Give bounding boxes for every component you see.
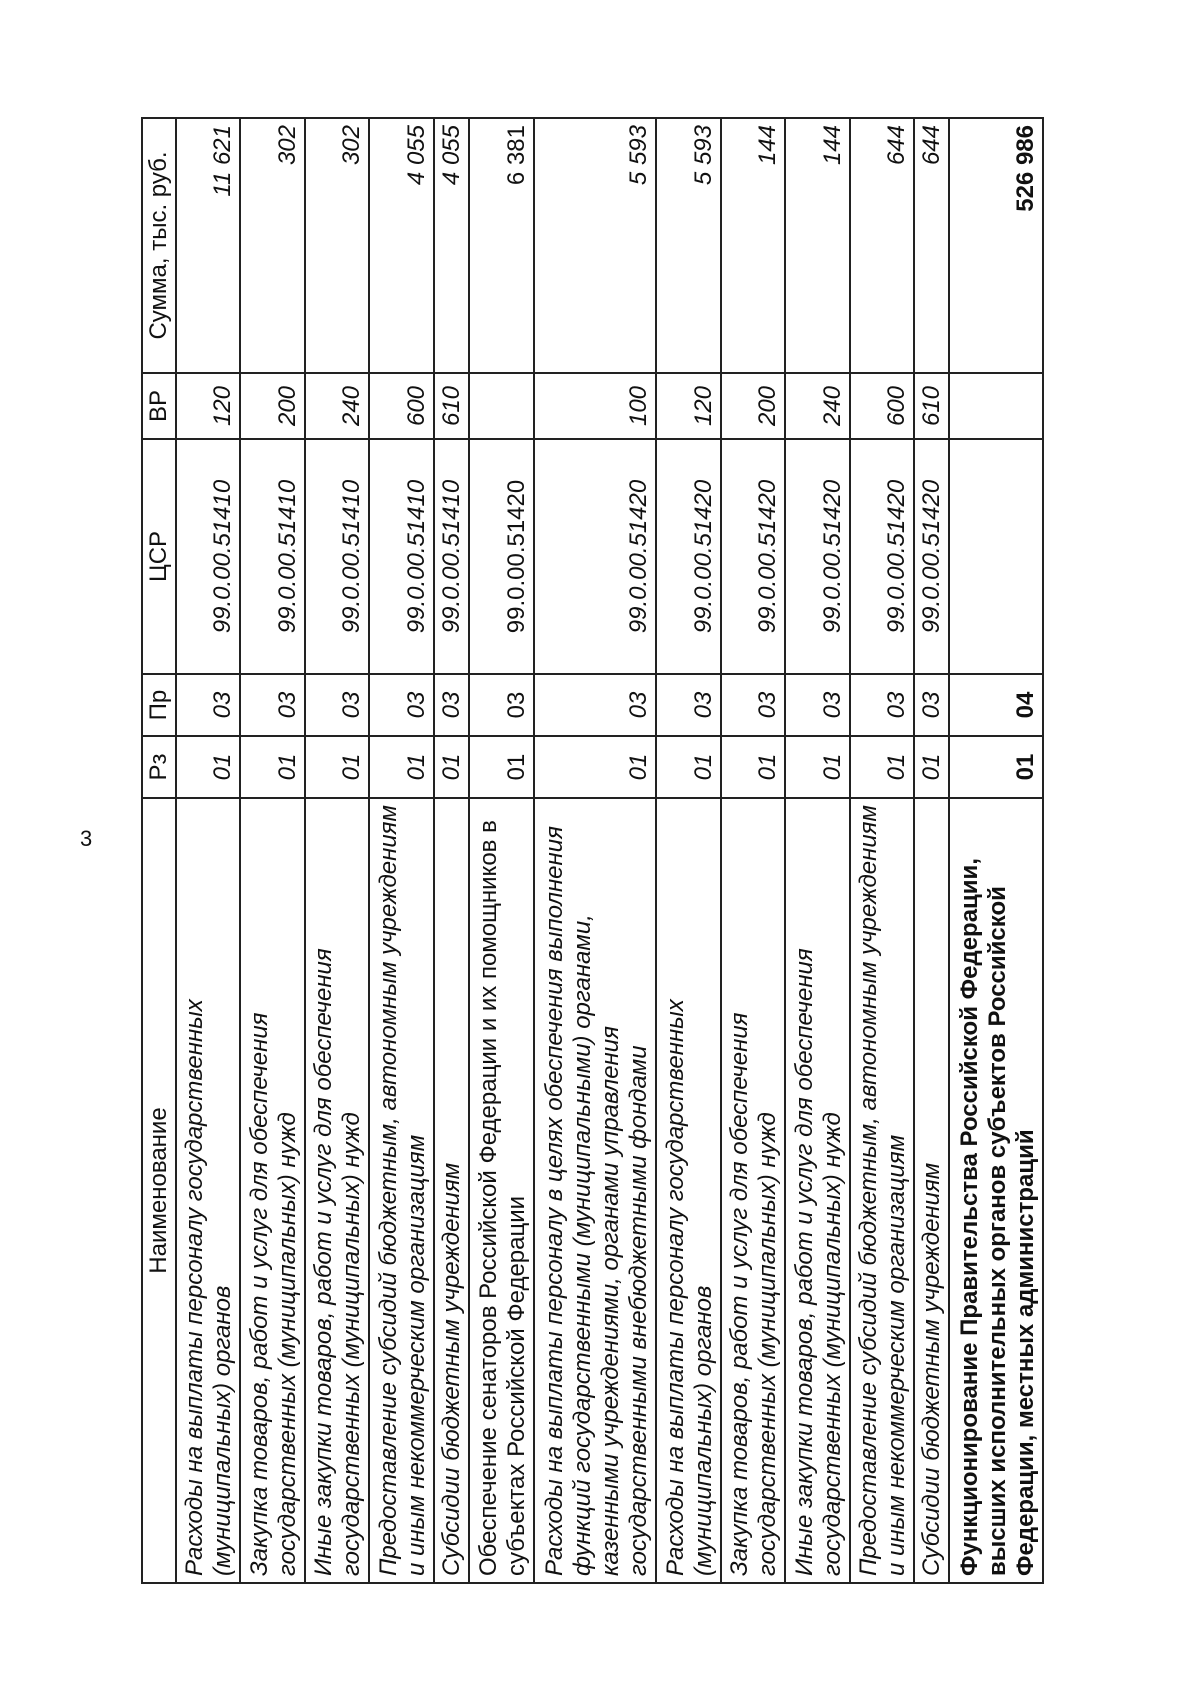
cell-sum: 144 [721,118,785,373]
table-row [469,118,533,1583]
cell-vr: 200 [721,373,785,439]
budget-table-rotated [141,119,1044,1584]
header-rz: Рз [142,736,176,798]
cell-rz: 01 [534,736,657,798]
table-header-row [142,118,176,1583]
cell-pr: 03 [434,674,469,736]
cell-vr: 120 [176,373,240,439]
cell-name: Расходы на выплаты персоналу государственных (муниципальных) органов [656,798,720,1583]
cell-pr: 03 [469,674,533,736]
cell-csr: 99.0.00.51410 [369,439,433,674]
cell-name: Обеспечение сенаторов Российской Федерации и их помощников в субъектах Российской Федерации [469,798,533,1583]
table-row [949,118,1043,1583]
cell-sum: 644 [914,118,949,373]
table-row [850,118,914,1583]
cell-name: Закупка товаров, работ и услуг для обеспечения государственных (муниципальных) нужд [721,798,785,1583]
cell-csr [949,439,1043,674]
cell-sum: 526 986 [949,118,1043,373]
cell-sum: 6 381 [469,118,533,373]
cell-vr: 610 [434,373,469,439]
cell-name: Расходы на выплаты персоналу в целях обеспечения выполнения функций государственными (муниципальными) органами, казенными учреждениями, органами управления государственными внебюджетными фондами [534,798,657,1583]
cell-rz: 01 [434,736,469,798]
cell-csr: 99.0.00.51420 [914,439,949,674]
cell-name: Функционирование Правительства Российской Федерации, высших исполнительных органов субъектов Российской Федерации, местных администраций [949,798,1043,1583]
table-row [240,118,304,1583]
cell-vr: 240 [785,373,849,439]
cell-rz: 01 [305,736,369,798]
cell-rz: 01 [850,736,914,798]
table-row [914,118,949,1583]
cell-pr: 04 [949,674,1043,736]
header-csr: ЦСР [142,439,176,674]
table-row [721,118,785,1583]
cell-pr: 03 [656,674,720,736]
table-body [176,118,1043,1583]
cell-name: Закупка товаров, работ и услуг для обеспечения государственных (муниципальных) нужд [240,798,304,1583]
cell-sum: 4 055 [369,118,433,373]
cell-rz: 01 [469,736,533,798]
cell-vr [949,373,1043,439]
table-row [369,118,433,1583]
table-row [785,118,849,1583]
header-vr: ВР [142,373,176,439]
cell-rz: 01 [176,736,240,798]
cell-sum: 5 593 [534,118,657,373]
cell-rz: 01 [785,736,849,798]
cell-csr: 99.0.00.51420 [534,439,657,674]
cell-pr: 03 [176,674,240,736]
cell-vr: 610 [914,373,949,439]
cell-csr: 99.0.00.51410 [240,439,304,674]
table-row [176,118,240,1583]
table-row [656,118,720,1583]
cell-vr: 240 [305,373,369,439]
cell-pr: 03 [534,674,657,736]
cell-rz: 01 [369,736,433,798]
table-row [534,118,657,1583]
table-row [434,118,469,1583]
cell-pr: 03 [305,674,369,736]
budget-table [141,117,1044,1584]
cell-pr: 03 [240,674,304,736]
cell-pr: 03 [850,674,914,736]
header-pr: Пр [142,674,176,736]
page-number: 3 [80,826,93,851]
cell-csr: 99.0.00.51420 [469,439,533,674]
cell-vr: 600 [369,373,433,439]
cell-csr: 99.0.00.51420 [850,439,914,674]
cell-sum: 302 [240,118,304,373]
cell-name: Субсидии бюджетным учреждениям [914,798,949,1583]
cell-name: Расходы на выплаты персоналу государственных (муниципальных) органов [176,798,240,1583]
cell-name: Субсидии бюджетным учреждениям [434,798,469,1583]
cell-sum: 5 593 [656,118,720,373]
cell-csr: 99.0.00.51420 [721,439,785,674]
cell-csr: 99.0.00.51410 [434,439,469,674]
cell-vr: 600 [850,373,914,439]
cell-rz: 01 [656,736,720,798]
cell-vr: 120 [656,373,720,439]
cell-name: Предоставление субсидий бюджетным, автономным учреждениям и иным некоммерческим организациям [850,798,914,1583]
table-row [305,118,369,1583]
cell-csr: 99.0.00.51420 [785,439,849,674]
cell-pr: 03 [914,674,949,736]
cell-pr: 03 [369,674,433,736]
cell-sum: 11 621 [176,118,240,373]
cell-name: Предоставление субсидий бюджетным, автономным учреждениям и иным некоммерческим организациям [369,798,433,1583]
cell-csr: 99.0.00.51410 [305,439,369,674]
header-name: Наименование [142,798,176,1583]
cell-name: Иные закупки товаров, работ и услуг для обеспечения государственных (муниципальных) нужд [785,798,849,1583]
cell-pr: 03 [721,674,785,736]
cell-sum: 4 055 [434,118,469,373]
cell-sum: 644 [850,118,914,373]
cell-rz: 01 [914,736,949,798]
cell-vr: 100 [534,373,657,439]
cell-sum: 302 [305,118,369,373]
cell-rz: 01 [240,736,304,798]
cell-sum: 144 [785,118,849,373]
cell-vr [469,373,533,439]
cell-rz: 01 [949,736,1043,798]
cell-rz: 01 [721,736,785,798]
cell-csr: 99.0.00.51410 [176,439,240,674]
header-sum: Сумма, тыс. руб. [142,118,176,373]
cell-name: Иные закупки товаров, работ и услуг для обеспечения государственных (муниципальных) нужд [305,798,369,1583]
cell-vr: 200 [240,373,304,439]
cell-pr: 03 [785,674,849,736]
cell-csr: 99.0.00.51420 [656,439,720,674]
